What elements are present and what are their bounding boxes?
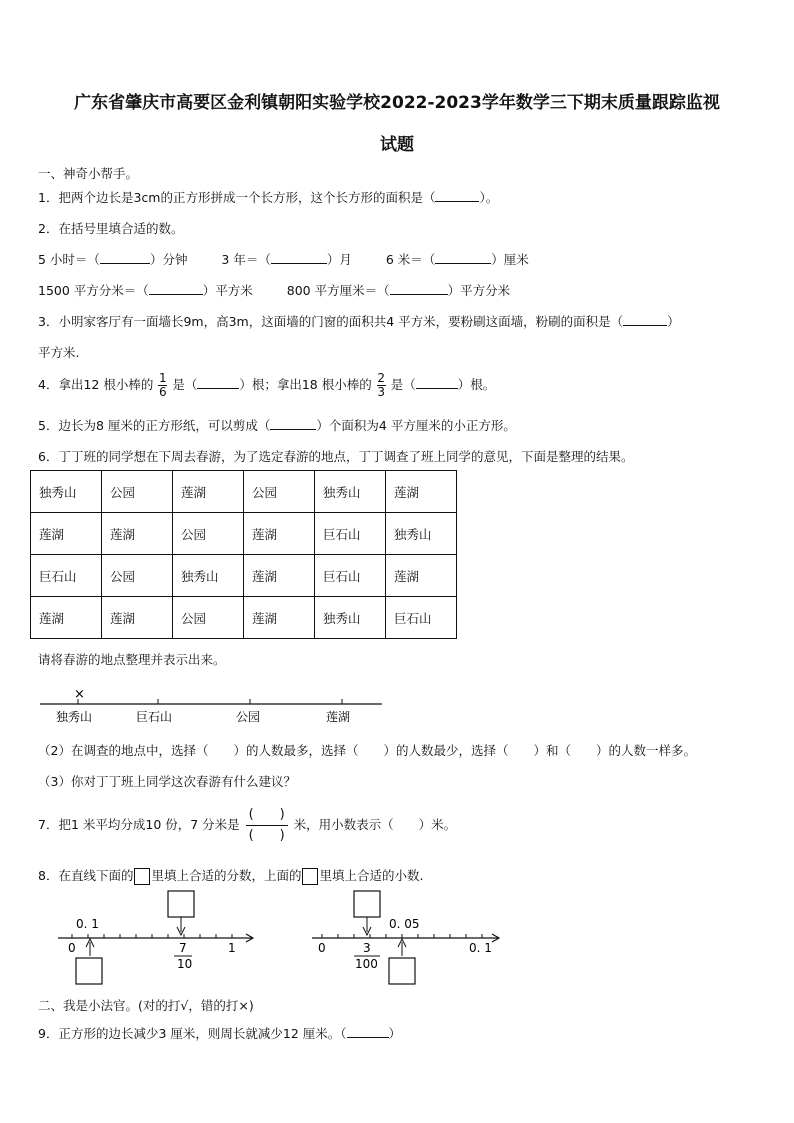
question-6-instruction: 请将春游的地点整理并表示出来。 [38,652,226,667]
question-6-part-2: （2）在调查的地点中，选择（ ）的人数最多，选择（ ）的人数最少，选择（ ）和（ ）的人数一样多。 [38,743,696,758]
question-2-row-2: 1500 平方分米＝（ ）平方米 800 平方厘米＝（ ）平方分米 [38,283,511,298]
section-heading-1: 一、神奇小帮手。 [38,166,139,181]
tally-mark: × [74,687,85,702]
question-9: 9．正方形的边长减少3 厘米，则周长就减少12 厘米。（ ） [38,1026,402,1041]
answer-blank[interactable] [416,376,458,389]
question-8: 8．在直线下面的 里填上合适的分数，上面的 里填上合适的小数. [38,868,424,883]
table-cell: 独秀山 [31,471,102,513]
tally-label: 巨石山 [136,710,173,724]
table-cell: 莲湖 [244,555,315,597]
table-cell: 独秀山 [173,555,244,597]
fraction: $\frac{1}{6}$ [159,371,167,399]
zero-label-2: 0 [318,941,326,955]
table-cell: 独秀山 [315,597,386,639]
fraction: $\frac{2}{3}$ [377,371,386,399]
end-label-2: 0. 1 [469,941,492,955]
table-cell: 公园 [244,471,315,513]
answer-blank[interactable] [100,251,150,264]
table-cell: 公园 [173,513,244,555]
tally-label: 莲湖 [326,710,351,724]
fraction-answer[interactable]: ( ) ( ) [246,806,288,845]
table-cell: 公园 [102,471,173,513]
question-2-row-1: 5 小时＝（ ）分钟 3 年＝（ ）月 6 米＝（ ）厘米 [38,252,529,267]
answer-box-top-2[interactable] [354,891,380,917]
table-cell: 公园 [173,597,244,639]
question-1: 1．把两个边长是3cm的正方形拼成一个长方形，这个长方形的面积是（ ）。 [38,190,499,205]
document-title: 广东省肇庆市高要区金利镇朝阳实验学校2022-2023学年数学三下期末质量跟踪监视 [74,93,720,113]
table-row [31,597,457,639]
answer-blank[interactable] [390,282,448,295]
table-cell: 莲湖 [31,513,102,555]
question-6-part-3: （3）你对丁丁班上同学这次春游有什么建议？ [38,774,296,789]
answer-box-icon [134,868,150,885]
answer-box-icon [302,868,318,885]
answer-box-top-1[interactable] [168,891,194,917]
table-cell: 莲湖 [386,555,457,597]
number-line-1 [58,891,253,984]
table-cell: 巨石山 [31,555,102,597]
frac-den-2: 100 [355,957,378,971]
table-cell: 巨石山 [386,597,457,639]
answer-blank[interactable] [270,417,316,430]
question-7: 7．把1 米平均分成10 份，7 分米是 ( ) ( ) 米，用小数表示（ ）米。 [38,807,457,843]
table-cell: 巨石山 [315,555,386,597]
answer-blank[interactable] [149,282,203,295]
table-cell: 莲湖 [102,513,173,555]
section-heading-2: 二、我是小法官。(对的打√，错的打×) [38,998,254,1013]
question-3-cont: 平方米. [38,345,80,360]
answer-blank[interactable] [197,376,239,389]
table-cell: 莲湖 [244,513,315,555]
document-title-line2: 试题 [380,135,414,155]
table-cell: 公园 [102,555,173,597]
frac-num-2: 3 [363,941,371,955]
table-row [31,471,457,513]
question-5: 5．边长为8 厘米的正方形纸，可以剪成（ ）个面积为4 平方厘米的小正方形。 [38,418,516,433]
frac-num-1: 7 [179,941,187,955]
table-row [31,513,457,555]
question-3: 3．小明家客厅有一面墙长9m，高3m，这面墙的门窗的面积共4 平方米，要粉刷这面墙，粉刷的面积是（ ） [38,314,680,329]
answer-blank[interactable] [435,251,491,264]
answer-blank[interactable] [623,313,667,326]
tally-label: 公园 [236,710,261,724]
answer-blank[interactable] [435,189,479,202]
tally-label: 独秀山 [56,710,93,724]
question-6: 6．丁丁班的同学想在下周去春游，为了选定春游的地点，丁丁调查了班上同学的意见，下面是整理的结果。 [38,449,634,464]
question-2: 2．在括号里填合适的数。 [38,221,184,236]
answer-box-bottom-2[interactable] [389,958,415,984]
one-label-1: 1 [228,941,236,955]
number-line-2 [312,891,499,984]
table-cell: 独秀山 [386,513,457,555]
table-cell: 莲湖 [102,597,173,639]
table-cell: 莲湖 [31,597,102,639]
table-cell: 莲湖 [386,471,457,513]
question-4: 4．拿出12 根小棒的 $\frac{1}{6}$ 是（ ）根；拿出18 根小棒的 $\frac{2}{3}$ 是（ ）根。 [38,371,496,399]
number-lines [56,886,516,990]
table-row [31,555,457,597]
table-cell: 巨石山 [315,513,386,555]
table-cell: 独秀山 [315,471,386,513]
table-cell: 莲湖 [173,471,244,513]
frac-den-1: 10 [177,957,193,971]
answer-blank[interactable] [347,1025,389,1038]
answer-box-bottom-1[interactable] [76,958,102,984]
top-label-1: 0. 1 [76,917,99,931]
answer-blank[interactable] [271,251,327,264]
zero-label-1: 0 [68,941,76,955]
table-cell: 莲湖 [244,597,315,639]
top-label-2: 0. 05 [389,917,420,931]
survey-table [30,470,457,639]
tally-chart [36,684,386,728]
